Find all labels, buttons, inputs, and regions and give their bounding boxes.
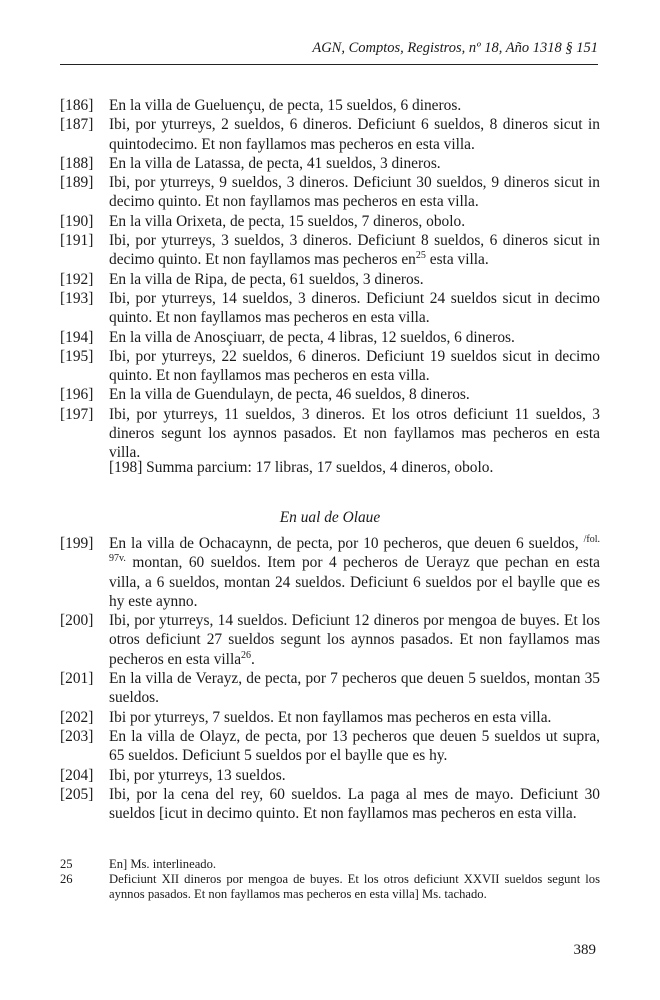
entry-number: [190]: [60, 212, 94, 230]
entry-text: En la villa de Ochacaynn, de pecta, por 10 pecheros, que deuen 6 sueldos,: [109, 535, 584, 552]
entry-199: [60, 534, 600, 611]
entry-number: [203]: [60, 727, 94, 745]
entry-text: En la villa de Verayz, de pecta, por 7 pecheros que deuen 5 sueldos, montan 35 sueldos.: [109, 670, 600, 707]
entry-204: [60, 766, 600, 785]
footnote-ref-25[interactable]: 25: [415, 250, 426, 262]
entry-number: [199]: [60, 535, 94, 552]
summa-line: [198] Summa parcium: 17 libras, 17 sueldos, 4 dineros, obolo.: [109, 459, 494, 476]
entry-text: Ibi, por yturreys, 9 sueldos, 3 dineros. Deficiunt 30 sueldos, 9 dineros sicut in decimo quinto. Et non fayllamos mas pecheros en esta villa.: [109, 174, 600, 211]
entry-196: [60, 385, 600, 404]
entry-text: Ibi, por yturreys, 2 sueldos, 6 dineros. Deficiunt 6 sueldos, 8 dineros sicut in quintodecimo. Et non fayllamos mas pecheros en esta villa.: [109, 116, 600, 153]
entry-number: [201]: [60, 670, 94, 688]
entry-text: Ibi, por yturreys, 3 sueldos, 3 dineros. Deficiunt 8 sueldos, 6 dineros sicut in decimo quinto. Et non fayllamos mas pecheros en: [109, 232, 600, 269]
footnote-number: 26: [60, 872, 73, 886]
entry-text: En la villa de Gueluençu, de pecta, 15 sueldos, 6 dineros.: [109, 97, 462, 114]
entry-200: [60, 611, 600, 669]
entry-193: [60, 289, 600, 328]
entry-text: esta villa.: [425, 251, 489, 269]
entry-number: [202]: [60, 708, 94, 726]
entry-number: [195]: [60, 347, 94, 365]
entry-number: [189]: [60, 174, 94, 192]
entry-text: Ibi por yturreys, 7 sueldos. Et non fayllamos mas pecheros en esta villa.: [109, 708, 552, 726]
entry-text: Ibi, por yturreys, 14 sueldos. Deficiunt 12 dineros por mengoa de buyes. Et los otros deficiunt 27 sueldos segunt los aynnos pasados. Et non fayllamos mas pecheros en esta villa: [109, 612, 600, 668]
entry-number: [188]: [60, 154, 94, 172]
entry-list-2: [60, 534, 600, 823]
entry-text: Ibi, por la cena del rey, 60 sueldos. La paga al mes de mayo. Deficiunt 30 sueldos [icut in decimo quinto. Et non fayllamos mas pecheros en esta villa.: [109, 785, 600, 823]
entry-text: montan, 60 sueldos. Item por 4 pecheros de Uerayz que pechan en esta villa, a 6 sueldos, montan 24 sueldos. Deficiunt 6 sueldos por el baylle que es hy este aynno.: [109, 554, 600, 610]
footnote-text: En] Ms. interlineado.: [109, 857, 217, 871]
entry-text: Ibi, por yturreys, 14 sueldos, 3 dineros. Deficiunt 24 sueldos sicut in decimo quinto. Et non fayllamos mas pecheros en esta villa.: [109, 289, 600, 327]
page-number: 389: [573, 942, 596, 958]
entry-text: En la villa Orixeta, de pecta, 15 sueldos, 7 dineros, obolo.: [109, 212, 466, 230]
footnote-number: 25: [60, 857, 73, 871]
entry-188: [60, 154, 600, 173]
footnote-26: [60, 872, 600, 902]
entry-203: [60, 727, 600, 766]
entry-text: En la villa de Guendulayn, de pecta, 46 sueldos, 8 dineros.: [109, 386, 470, 404]
footnote-text: Deficiunt XII dineros por mengoa de buyes. Et los otros deficiunt XXVII sueldos segunt los aynnos pasados. Et non fayllamos mas pecheros en esta villa] Ms. tachado.: [109, 872, 600, 901]
entry-202: [60, 708, 600, 727]
entry-text: Ibi, por yturreys, 22 sueldos, 6 dineros. Deficiunt 19 sueldos sicut in decimo quinto. Et non fayllamos mas pecheros en esta villa.: [109, 347, 600, 385]
entry-190: [60, 212, 600, 231]
entry-189: [60, 173, 600, 212]
entry-187: [60, 115, 600, 154]
entry-197: [60, 405, 600, 463]
entry-number: [205]: [60, 785, 94, 803]
entry-text: En la villa de Latassa, de pecta, 41 sueldos, 3 dineros.: [109, 154, 441, 172]
entry-text: En la villa de Anosçiuarr, de pecta, 4 libras, 12 sueldos, 6 dineros.: [109, 328, 515, 346]
entry-number: [196]: [60, 386, 94, 404]
running-header: AGN, Comptos, Registros, nº 18, Año 1318 § 151: [312, 40, 598, 56]
entry-number: [192]: [60, 270, 94, 288]
entry-text: En la villa de Olayz, de pecta, por 13 pecheros que deuen 5 sueldos ut supra, 65 sueldos. Deficiunt 5 sueldos por el baylle que es hy.: [109, 727, 600, 765]
entry-number: [200]: [60, 612, 94, 630]
entry-205: [60, 785, 600, 824]
entry-text: Ibi, por yturreys, 11 sueldos, 3 dineros. Et los otros deficiunt 11 sueldos, 3 dineros segunt los aynnos pasados. Et non fayllamos mas pecheros en esta villa.: [109, 405, 600, 462]
entry-list-1: [60, 96, 600, 463]
entry-number: [191]: [60, 232, 94, 250]
entry-text: En la villa de Ripa, de pecta, 61 sueldos, 3 dineros.: [109, 270, 424, 288]
footnote-25: [60, 857, 600, 872]
entry-186: [60, 96, 600, 115]
entry-number: [187]: [60, 116, 94, 134]
entry-text: .: [251, 650, 255, 668]
entry-number: [193]: [60, 289, 94, 307]
section-title: En ual de Olaue: [279, 509, 381, 526]
entry-191: [60, 231, 600, 270]
footnote-ref-26[interactable]: 26: [241, 649, 252, 661]
entry-number: [186]: [60, 97, 94, 114]
entry-195: [60, 347, 600, 386]
entry-text: Ibi, por yturreys, 13 sueldos.: [109, 766, 286, 784]
entry-201: [60, 669, 600, 708]
folio-marker: /fol. 97v.: [109, 533, 600, 565]
entry-194: [60, 328, 600, 347]
footnotes: [60, 857, 600, 902]
entry-number: [194]: [60, 328, 94, 346]
entry-number: [204]: [60, 766, 94, 784]
header-rule: [60, 64, 598, 65]
entry-192: [60, 270, 600, 289]
entry-number: [197]: [60, 405, 94, 423]
